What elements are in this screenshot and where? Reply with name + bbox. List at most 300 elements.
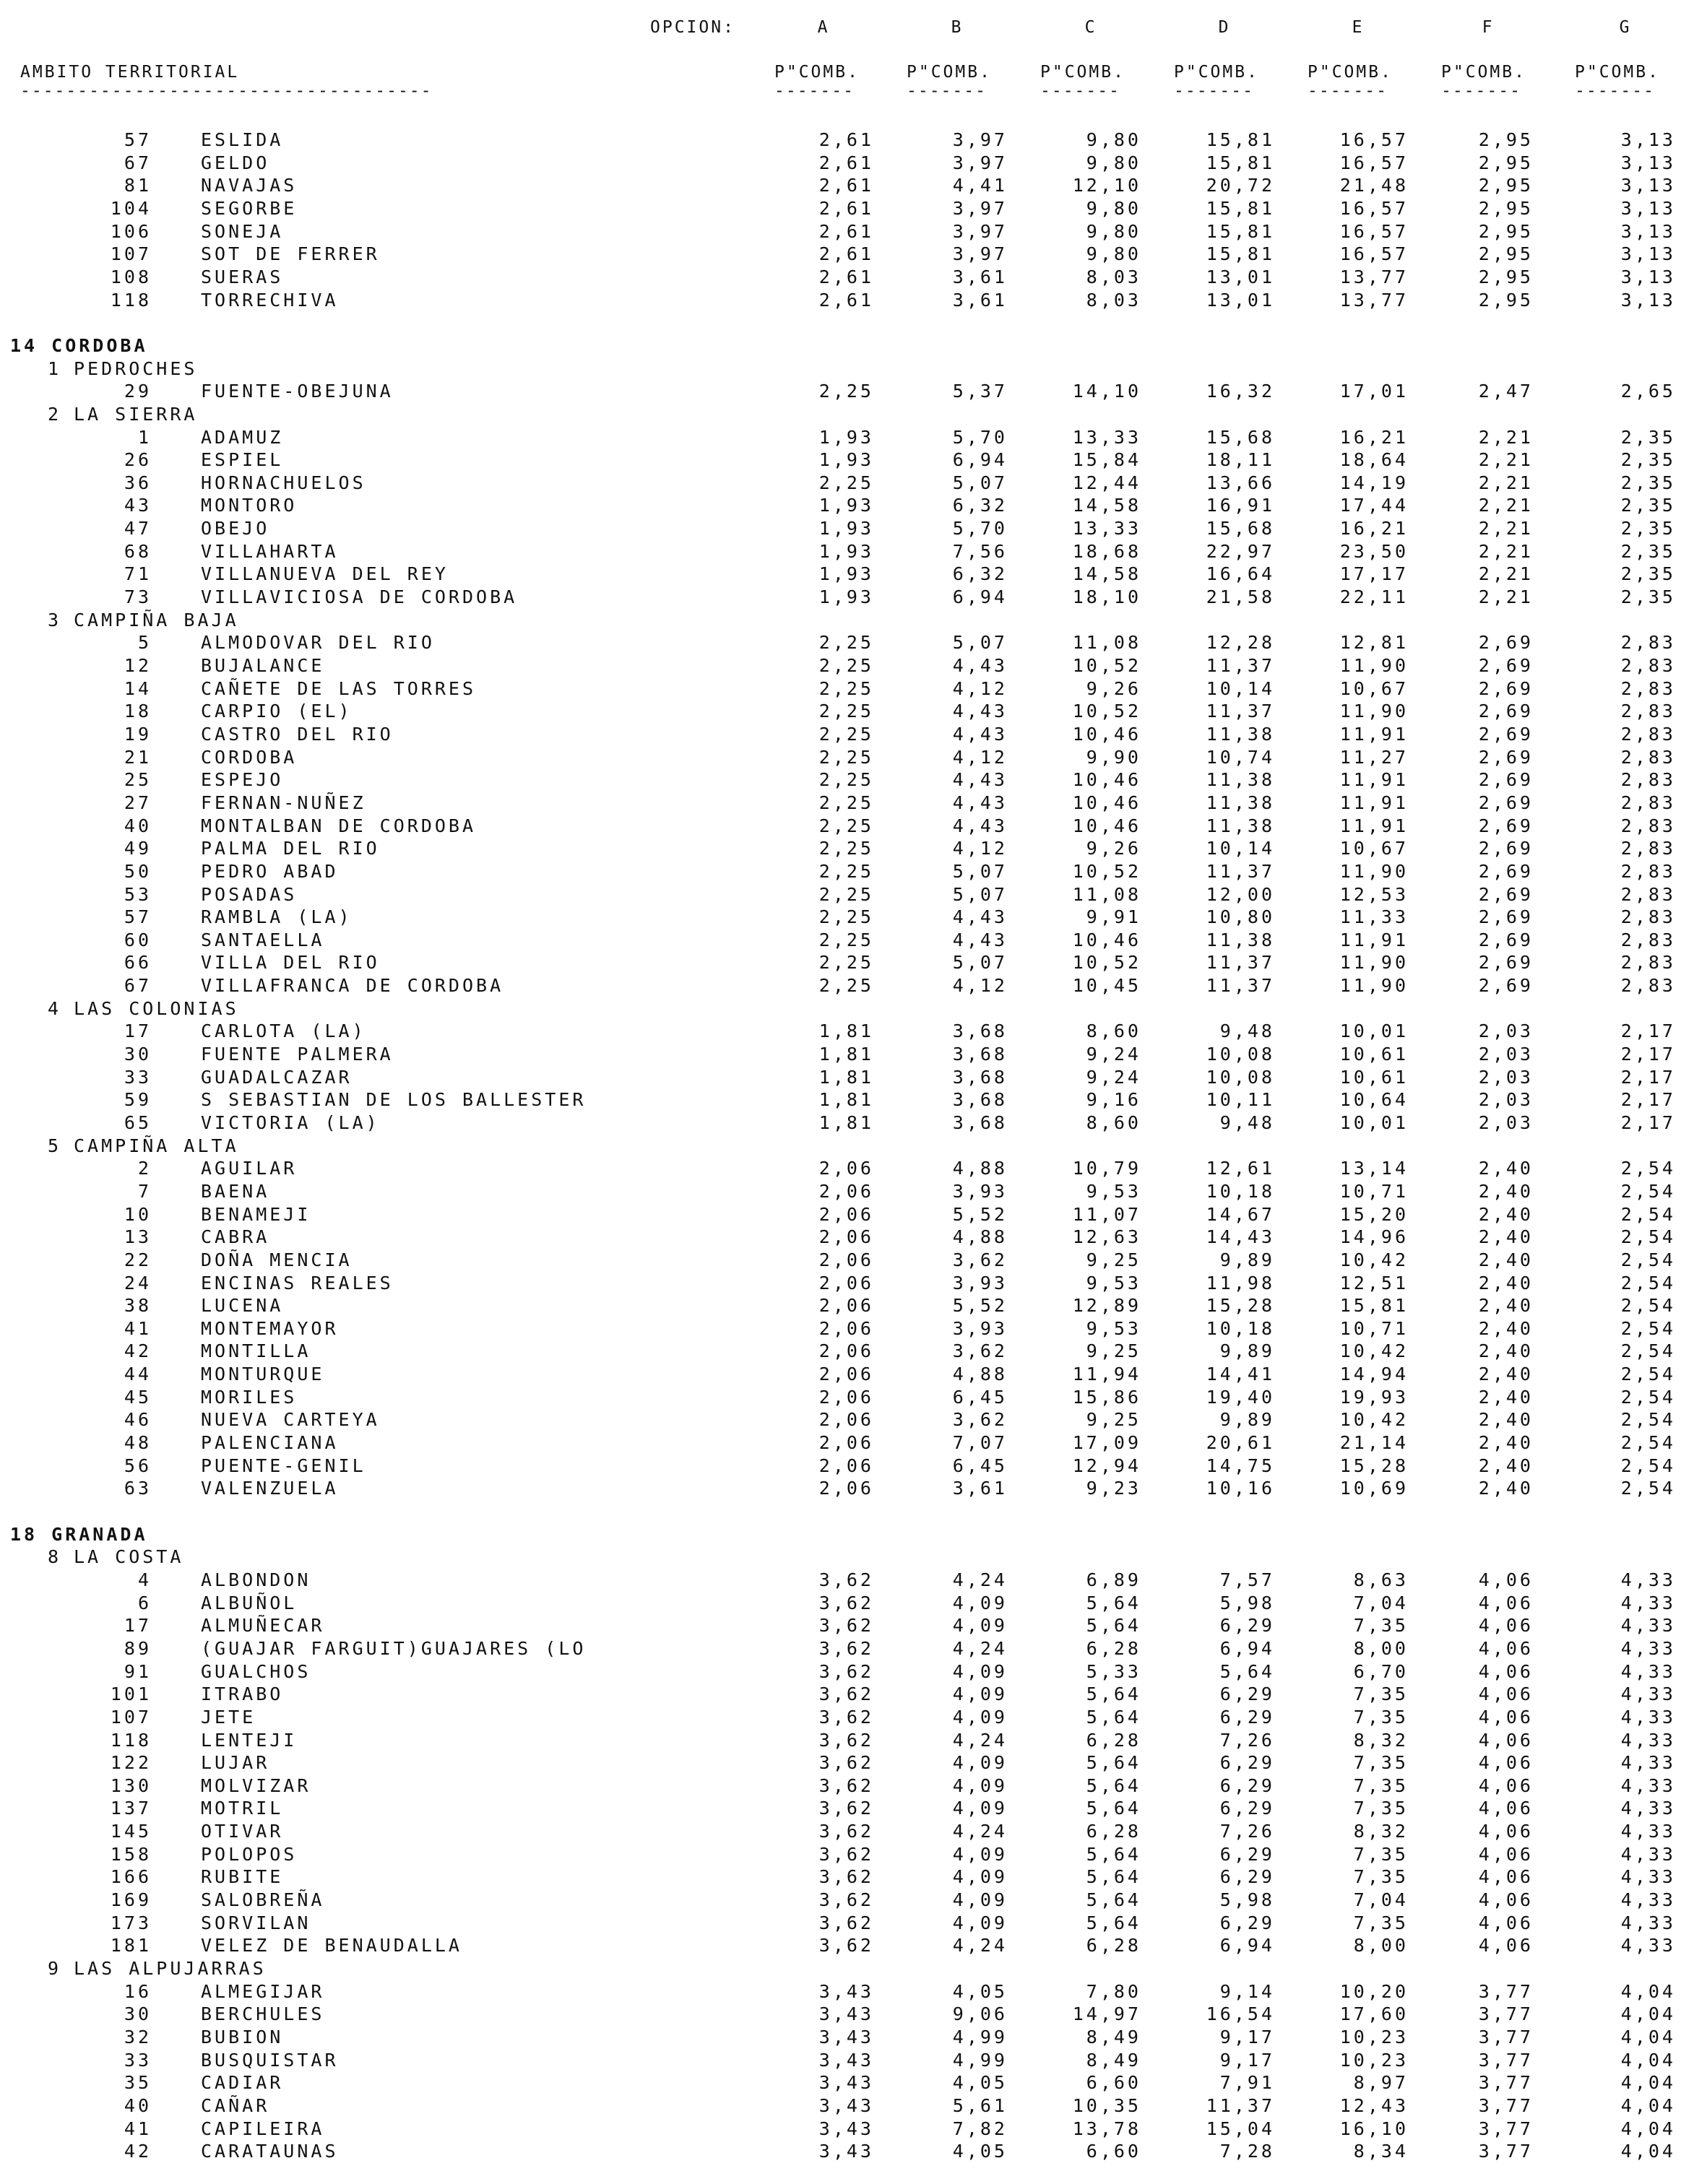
municipality-code: 30 bbox=[124, 1044, 152, 1065]
value-cell-f: 2,40 bbox=[1478, 1340, 1534, 1362]
value-cell-d: 15,04 bbox=[1206, 2118, 1275, 2139]
value-cell-g: 4,33 bbox=[1620, 1821, 1676, 1842]
value-cell-e: 23,50 bbox=[1339, 540, 1409, 562]
value-cell-d: 21,58 bbox=[1206, 586, 1275, 607]
value-cell-b: 4,24 bbox=[952, 1637, 1008, 1659]
municipality-name: CARLOTA (LA) bbox=[201, 1020, 366, 1042]
value-cell-a: 2,61 bbox=[818, 266, 874, 287]
municipality-code: 2 bbox=[137, 1158, 152, 1179]
region-code: 1 bbox=[47, 358, 61, 379]
municipality-name: BERCHULES bbox=[201, 2003, 325, 2025]
value-cell-b: 4,12 bbox=[952, 838, 1008, 859]
table-row bbox=[0, 1843, 1694, 1866]
municipality-name: VILLAHARTA bbox=[201, 540, 339, 562]
table-row bbox=[0, 1066, 1694, 1089]
value-cell-g: 3,13 bbox=[1620, 129, 1676, 150]
municipality-code: 73 bbox=[124, 586, 152, 607]
value-cell-f: 4,06 bbox=[1478, 1706, 1534, 1728]
region-name: PEDROCHES bbox=[74, 358, 198, 379]
value-cell-b: 3,93 bbox=[952, 1180, 1008, 1202]
value-cell-d: 15,28 bbox=[1206, 1295, 1275, 1317]
value-cell-g: 4,33 bbox=[1620, 1935, 1676, 1956]
value-cell-b: 4,09 bbox=[952, 1866, 1008, 1888]
value-cell-c: 5,64 bbox=[1086, 1912, 1141, 1933]
municipality-name: VICTORIA (LA) bbox=[201, 1112, 380, 1133]
municipality-name: VILLA DEL RIO bbox=[201, 952, 380, 974]
value-cell-b: 5,61 bbox=[952, 2094, 1008, 2116]
value-cell-b: 3,93 bbox=[952, 1317, 1008, 1339]
municipality-code: 118 bbox=[110, 1729, 152, 1751]
municipality-code: 66 bbox=[124, 952, 152, 974]
value-cell-e: 16,57 bbox=[1339, 197, 1409, 219]
value-cell-c: 6,60 bbox=[1086, 2141, 1141, 2162]
value-cell-b: 5,07 bbox=[952, 952, 1008, 974]
municipality-code: 1 bbox=[137, 426, 152, 448]
municipality-code: 43 bbox=[124, 495, 152, 516]
value-cell-a: 2,25 bbox=[818, 952, 874, 974]
value-cell-g: 3,13 bbox=[1620, 220, 1676, 242]
table-row bbox=[0, 906, 1694, 929]
value-cell-d: 15,81 bbox=[1206, 220, 1275, 242]
col-rule-c: ------- bbox=[1040, 82, 1120, 100]
value-cell-g: 4,33 bbox=[1620, 1798, 1676, 1819]
value-cell-b: 4,24 bbox=[952, 1821, 1008, 1842]
value-cell-a: 2,06 bbox=[818, 1158, 874, 1179]
table-row bbox=[0, 243, 1694, 266]
value-cell-e: 21,14 bbox=[1339, 1432, 1409, 1453]
value-cell-b: 4,09 bbox=[952, 1615, 1008, 1637]
value-cell-a: 2,06 bbox=[818, 1180, 874, 1202]
value-cell-g: 2,17 bbox=[1620, 1066, 1676, 1088]
value-cell-f: 2,21 bbox=[1478, 540, 1534, 562]
value-cell-g: 2,35 bbox=[1620, 586, 1676, 607]
value-cell-f: 2,40 bbox=[1478, 1272, 1534, 1294]
value-cell-e: 8,34 bbox=[1353, 2141, 1409, 2162]
value-cell-b: 7,07 bbox=[952, 1432, 1008, 1453]
value-cell-b: 3,97 bbox=[952, 129, 1008, 150]
value-cell-d: 6,94 bbox=[1219, 1637, 1275, 1659]
table-row bbox=[0, 1889, 1694, 1912]
value-cell-c: 8,60 bbox=[1086, 1020, 1141, 1042]
value-cell-f: 4,06 bbox=[1478, 1752, 1534, 1774]
table-row bbox=[0, 951, 1694, 974]
value-cell-a: 2,61 bbox=[818, 289, 874, 311]
value-cell-e: 10,61 bbox=[1339, 1066, 1409, 1088]
value-cell-c: 9,24 bbox=[1086, 1044, 1141, 1065]
value-cell-g: 3,13 bbox=[1620, 197, 1676, 219]
value-cell-e: 22,11 bbox=[1339, 586, 1409, 607]
value-cell-c: 6,28 bbox=[1086, 1821, 1141, 1842]
municipality-code: 36 bbox=[124, 472, 152, 493]
municipality-code: 101 bbox=[110, 1684, 152, 1705]
value-cell-d: 10,18 bbox=[1206, 1317, 1275, 1339]
value-cell-b: 3,97 bbox=[952, 152, 1008, 173]
municipality-code: 48 bbox=[124, 1432, 152, 1453]
value-cell-a: 3,43 bbox=[818, 2072, 874, 2094]
table-row bbox=[0, 815, 1694, 838]
option-header-row bbox=[0, 16, 1694, 39]
province-heading bbox=[0, 334, 1694, 358]
value-cell-a: 3,62 bbox=[818, 1752, 874, 1774]
value-cell-b: 6,45 bbox=[952, 1386, 1008, 1408]
value-cell-c: 15,86 bbox=[1072, 1386, 1141, 1408]
value-cell-b: 5,07 bbox=[952, 632, 1008, 654]
value-cell-f: 2,40 bbox=[1478, 1203, 1534, 1225]
value-cell-g: 2,65 bbox=[1620, 381, 1676, 402]
municipality-name: BAENA bbox=[201, 1180, 270, 1202]
municipality-name: MONTEMAYOR bbox=[201, 1317, 339, 1339]
value-cell-f: 2,95 bbox=[1478, 129, 1534, 150]
municipality-name: PUENTE-GENIL bbox=[201, 1455, 366, 1476]
value-cell-c: 13,33 bbox=[1072, 518, 1141, 539]
value-cell-f: 2,21 bbox=[1478, 426, 1534, 448]
value-cell-a: 3,62 bbox=[818, 1889, 874, 1910]
value-cell-a: 3,62 bbox=[818, 1774, 874, 1796]
value-cell-a: 1,93 bbox=[818, 518, 874, 539]
table-row bbox=[0, 1660, 1694, 1684]
municipality-code: 14 bbox=[124, 677, 152, 699]
value-cell-e: 10,64 bbox=[1339, 1089, 1409, 1111]
value-cell-g: 4,33 bbox=[1620, 1637, 1676, 1659]
value-cell-g: 2,35 bbox=[1620, 495, 1676, 516]
value-cell-c: 6,28 bbox=[1086, 1637, 1141, 1659]
value-cell-b: 3,97 bbox=[952, 243, 1008, 265]
municipality-code: 5 bbox=[137, 632, 152, 654]
value-cell-e: 15,81 bbox=[1339, 1295, 1409, 1317]
table-row bbox=[0, 654, 1694, 677]
blank-line bbox=[0, 311, 1694, 334]
municipality-name: CAÑAR bbox=[201, 2094, 270, 2116]
table-row bbox=[0, 472, 1694, 495]
value-cell-f: 2,40 bbox=[1478, 1249, 1534, 1270]
col-header-f: P"COMB. bbox=[1441, 63, 1526, 82]
value-cell-e: 14,94 bbox=[1339, 1364, 1409, 1385]
value-cell-f: 4,06 bbox=[1478, 1843, 1534, 1865]
municipality-name: SONEJA bbox=[201, 220, 284, 242]
municipality-code: 33 bbox=[124, 2049, 152, 2071]
value-cell-g: 2,83 bbox=[1620, 883, 1676, 905]
value-cell-d: 11,37 bbox=[1206, 654, 1275, 676]
municipality-name: VILLAFRANCA DE CORDOBA bbox=[201, 975, 504, 996]
value-cell-g: 4,04 bbox=[1620, 2072, 1676, 2094]
value-cell-g: 4,33 bbox=[1620, 1569, 1676, 1590]
col-header-a: P"COMB. bbox=[774, 63, 860, 82]
value-cell-a: 2,25 bbox=[818, 381, 874, 402]
table-row bbox=[0, 1614, 1694, 1637]
value-cell-g: 2,54 bbox=[1620, 1249, 1676, 1270]
region-heading bbox=[0, 1546, 1694, 1569]
value-cell-d: 19,40 bbox=[1206, 1386, 1275, 1408]
value-cell-a: 3,62 bbox=[818, 1866, 874, 1888]
region-name: LA COSTA bbox=[74, 1546, 184, 1568]
value-cell-e: 11,90 bbox=[1339, 701, 1409, 722]
value-cell-d: 11,38 bbox=[1206, 929, 1275, 950]
value-cell-a: 2,25 bbox=[818, 769, 874, 791]
table-row bbox=[0, 1203, 1694, 1226]
value-cell-c: 5,64 bbox=[1086, 1866, 1141, 1888]
value-cell-b: 4,09 bbox=[952, 1660, 1008, 1682]
municipality-name: LENTEJI bbox=[201, 1729, 298, 1751]
value-cell-c: 5,64 bbox=[1086, 1752, 1141, 1774]
municipality-code: 7 bbox=[137, 1180, 152, 1202]
value-cell-d: 20,61 bbox=[1206, 1432, 1275, 1453]
value-cell-d: 13,01 bbox=[1206, 289, 1275, 311]
table-row bbox=[0, 1912, 1694, 1935]
value-cell-e: 7,35 bbox=[1353, 1615, 1409, 1637]
value-cell-f: 4,06 bbox=[1478, 1615, 1534, 1637]
value-cell-a: 3,43 bbox=[818, 2049, 874, 2071]
value-cell-c: 12,89 bbox=[1072, 1295, 1141, 1317]
municipality-code: 118 bbox=[110, 289, 152, 311]
value-cell-c: 9,53 bbox=[1086, 1272, 1141, 1294]
municipality-code: 57 bbox=[124, 129, 152, 150]
municipality-name: ALMUÑECAR bbox=[201, 1615, 325, 1637]
municipality-code: 169 bbox=[110, 1889, 152, 1910]
value-cell-f: 2,40 bbox=[1478, 1455, 1534, 1476]
value-cell-b: 5,07 bbox=[952, 860, 1008, 882]
value-cell-b: 4,09 bbox=[952, 1706, 1008, 1728]
value-cell-b: 3,97 bbox=[952, 197, 1008, 219]
value-cell-d: 15,81 bbox=[1206, 129, 1275, 150]
value-cell-f: 4,06 bbox=[1478, 1889, 1534, 1910]
value-cell-a: 2,06 bbox=[818, 1364, 874, 1385]
value-cell-c: 9,80 bbox=[1086, 220, 1141, 242]
value-cell-e: 7,35 bbox=[1353, 1706, 1409, 1728]
value-cell-a: 2,06 bbox=[818, 1226, 874, 1248]
municipality-code: 17 bbox=[124, 1020, 152, 1042]
value-cell-e: 10,71 bbox=[1339, 1317, 1409, 1339]
value-cell-c: 7,80 bbox=[1086, 1980, 1141, 2002]
table-row bbox=[0, 1363, 1694, 1386]
municipality-code: 107 bbox=[110, 243, 152, 265]
value-cell-a: 2,25 bbox=[818, 975, 874, 996]
value-cell-e: 18,64 bbox=[1339, 449, 1409, 471]
value-cell-a: 3,62 bbox=[818, 1684, 874, 1705]
table-row bbox=[0, 1569, 1694, 1592]
region-heading bbox=[0, 1957, 1694, 1980]
table-row bbox=[0, 494, 1694, 517]
table-row bbox=[0, 197, 1694, 220]
value-cell-d: 14,67 bbox=[1206, 1203, 1275, 1225]
municipality-code: 19 bbox=[124, 723, 152, 745]
value-cell-e: 8,32 bbox=[1353, 1729, 1409, 1751]
value-cell-c: 5,64 bbox=[1086, 1798, 1141, 1819]
table-row bbox=[0, 792, 1694, 815]
municipality-name: MOLVIZAR bbox=[201, 1774, 311, 1796]
value-cell-c: 5,64 bbox=[1086, 1615, 1141, 1637]
municipality-name: MONTILLA bbox=[201, 1340, 311, 1362]
value-cell-d: 9,48 bbox=[1219, 1112, 1275, 1133]
value-cell-c: 15,84 bbox=[1072, 449, 1141, 471]
value-cell-g: 3,13 bbox=[1620, 243, 1676, 265]
table-row bbox=[0, 1157, 1694, 1180]
value-cell-b: 6,45 bbox=[952, 1455, 1008, 1476]
value-cell-f: 3,77 bbox=[1478, 2026, 1534, 2048]
table-row bbox=[0, 723, 1694, 746]
col-header-d: P"COMB. bbox=[1174, 63, 1259, 82]
value-cell-b: 4,43 bbox=[952, 701, 1008, 722]
value-cell-g: 2,83 bbox=[1620, 769, 1676, 791]
municipality-name: RAMBLA (LA) bbox=[201, 906, 353, 928]
value-cell-e: 12,51 bbox=[1339, 1272, 1409, 1294]
municipality-name: BENAMEJI bbox=[201, 1203, 311, 1225]
value-cell-g: 2,83 bbox=[1620, 815, 1676, 836]
value-cell-a: 2,25 bbox=[818, 838, 874, 859]
municipality-name: ALBUÑOL bbox=[201, 1592, 298, 1613]
value-cell-a: 2,61 bbox=[818, 220, 874, 242]
table-row bbox=[0, 929, 1694, 952]
municipality-name: ESPIEL bbox=[201, 449, 284, 471]
value-cell-a: 2,25 bbox=[818, 677, 874, 699]
value-cell-e: 11,27 bbox=[1339, 746, 1409, 768]
value-cell-g: 4,04 bbox=[1620, 2026, 1676, 2048]
value-cell-b: 4,43 bbox=[952, 792, 1008, 813]
municipality-name: VALENZUELA bbox=[201, 1478, 339, 1499]
value-cell-f: 2,95 bbox=[1478, 197, 1534, 219]
value-cell-c: 10,46 bbox=[1072, 723, 1141, 745]
municipality-code: 33 bbox=[124, 1066, 152, 1088]
value-cell-c: 9,53 bbox=[1086, 1180, 1141, 1202]
value-cell-f: 2,69 bbox=[1478, 723, 1534, 745]
table-row bbox=[0, 1751, 1694, 1774]
province-title: 14 CORDOBA bbox=[10, 334, 148, 356]
municipality-code: 181 bbox=[110, 1935, 152, 1956]
value-cell-e: 11,91 bbox=[1339, 929, 1409, 950]
value-cell-e: 10,42 bbox=[1339, 1249, 1409, 1270]
value-cell-c: 13,33 bbox=[1072, 426, 1141, 448]
value-cell-b: 5,07 bbox=[952, 883, 1008, 905]
municipality-code: 56 bbox=[124, 1455, 152, 1476]
value-cell-f: 4,06 bbox=[1478, 1684, 1534, 1705]
value-cell-f: 4,06 bbox=[1478, 1912, 1534, 1933]
value-cell-a: 2,61 bbox=[818, 129, 874, 150]
column-header-row bbox=[0, 61, 1694, 100]
value-cell-d: 11,37 bbox=[1206, 701, 1275, 722]
value-cell-f: 2,69 bbox=[1478, 654, 1534, 676]
municipality-code: 4 bbox=[137, 1569, 152, 1590]
value-cell-b: 4,43 bbox=[952, 769, 1008, 791]
value-cell-e: 10,67 bbox=[1339, 677, 1409, 699]
value-cell-c: 9,25 bbox=[1086, 1409, 1141, 1431]
municipality-name: CABRA bbox=[201, 1226, 270, 1248]
value-cell-g: 4,33 bbox=[1620, 1866, 1676, 1888]
value-cell-e: 16,57 bbox=[1339, 129, 1409, 150]
value-cell-d: 15,68 bbox=[1206, 518, 1275, 539]
value-cell-c: 9,16 bbox=[1086, 1089, 1141, 1111]
municipality-name: JETE bbox=[201, 1706, 256, 1728]
value-cell-f: 2,95 bbox=[1478, 220, 1534, 242]
value-cell-c: 6,28 bbox=[1086, 1729, 1141, 1751]
value-cell-a: 2,25 bbox=[818, 792, 874, 813]
region-name: LA SIERRA bbox=[74, 403, 198, 425]
value-cell-c: 13,78 bbox=[1072, 2118, 1141, 2139]
value-cell-b: 5,07 bbox=[952, 472, 1008, 493]
table-row bbox=[0, 1866, 1694, 1889]
value-cell-e: 13,14 bbox=[1339, 1158, 1409, 1179]
value-cell-f: 2,40 bbox=[1478, 1317, 1534, 1339]
value-cell-d: 11,38 bbox=[1206, 769, 1275, 791]
value-cell-d: 9,89 bbox=[1219, 1340, 1275, 1362]
municipality-name: ESPEJO bbox=[201, 769, 284, 791]
col-header-c: P"COMB. bbox=[1040, 63, 1125, 82]
value-cell-f: 2,03 bbox=[1478, 1112, 1534, 1133]
value-cell-e: 11,91 bbox=[1339, 815, 1409, 836]
value-cell-g: 4,33 bbox=[1620, 1843, 1676, 1865]
blank-line bbox=[0, 1500, 1694, 1523]
value-cell-d: 11,38 bbox=[1206, 815, 1275, 836]
value-cell-a: 2,06 bbox=[818, 1340, 874, 1362]
value-cell-e: 7,35 bbox=[1353, 1752, 1409, 1774]
municipality-name: OTIVAR bbox=[201, 1821, 284, 1842]
value-cell-d: 6,29 bbox=[1219, 1866, 1275, 1888]
value-cell-e: 6,70 bbox=[1353, 1660, 1409, 1682]
municipality-name: FERNAN-NUÑEZ bbox=[201, 792, 366, 813]
municipality-name: MONTORO bbox=[201, 495, 298, 516]
value-cell-c: 8,49 bbox=[1086, 2026, 1141, 2048]
region-code: 9 bbox=[47, 1958, 61, 1979]
value-cell-e: 7,04 bbox=[1353, 1592, 1409, 1613]
value-cell-e: 8,63 bbox=[1353, 1569, 1409, 1590]
table-row bbox=[0, 220, 1694, 243]
value-cell-b: 3,93 bbox=[952, 1272, 1008, 1294]
municipality-name: NUEVA CARTEYA bbox=[201, 1409, 380, 1431]
value-cell-g: 4,04 bbox=[1620, 2049, 1676, 2071]
table-row bbox=[0, 129, 1694, 152]
value-cell-c: 14,10 bbox=[1072, 381, 1141, 402]
value-cell-f: 2,69 bbox=[1478, 929, 1534, 950]
value-cell-a: 2,06 bbox=[818, 1478, 874, 1499]
value-cell-g: 4,33 bbox=[1620, 1706, 1676, 1728]
value-cell-f: 2,69 bbox=[1478, 860, 1534, 882]
option-b: B bbox=[951, 18, 964, 37]
value-cell-d: 11,37 bbox=[1206, 2094, 1275, 2116]
municipality-name: SANTAELLA bbox=[201, 929, 325, 950]
value-cell-e: 10,23 bbox=[1339, 2049, 1409, 2071]
value-cell-c: 8,03 bbox=[1086, 266, 1141, 287]
value-cell-c: 9,53 bbox=[1086, 1317, 1141, 1339]
value-cell-b: 4,12 bbox=[952, 677, 1008, 699]
value-cell-g: 2,83 bbox=[1620, 906, 1676, 928]
municipality-code: 35 bbox=[124, 2072, 152, 2094]
table-row bbox=[0, 768, 1694, 792]
municipality-code: 106 bbox=[110, 220, 152, 242]
value-cell-g: 4,33 bbox=[1620, 1729, 1676, 1751]
value-cell-f: 3,77 bbox=[1478, 1980, 1534, 2002]
value-cell-c: 10,46 bbox=[1072, 792, 1141, 813]
municipality-code: 59 bbox=[124, 1089, 152, 1111]
value-cell-a: 1,81 bbox=[818, 1044, 874, 1065]
value-cell-f: 2,40 bbox=[1478, 1432, 1534, 1453]
value-cell-g: 2,83 bbox=[1620, 838, 1676, 859]
value-cell-f: 2,69 bbox=[1478, 815, 1534, 836]
value-cell-d: 16,91 bbox=[1206, 495, 1275, 516]
municipality-name: ESLIDA bbox=[201, 129, 284, 150]
value-cell-d: 10,80 bbox=[1206, 906, 1275, 928]
value-cell-f: 2,21 bbox=[1478, 586, 1534, 607]
table-row bbox=[0, 152, 1694, 175]
table-row bbox=[0, 860, 1694, 883]
value-cell-e: 16,57 bbox=[1339, 220, 1409, 242]
value-cell-b: 4,43 bbox=[952, 723, 1008, 745]
table-row bbox=[0, 1683, 1694, 1706]
value-cell-g: 2,54 bbox=[1620, 1203, 1676, 1225]
municipality-name: FUENTE PALMERA bbox=[201, 1044, 394, 1065]
region-code: 4 bbox=[47, 997, 61, 1019]
value-cell-c: 12,94 bbox=[1072, 1455, 1141, 1476]
value-cell-c: 11,08 bbox=[1072, 632, 1141, 654]
value-cell-f: 2,03 bbox=[1478, 1020, 1534, 1042]
value-cell-e: 7,35 bbox=[1353, 1774, 1409, 1796]
